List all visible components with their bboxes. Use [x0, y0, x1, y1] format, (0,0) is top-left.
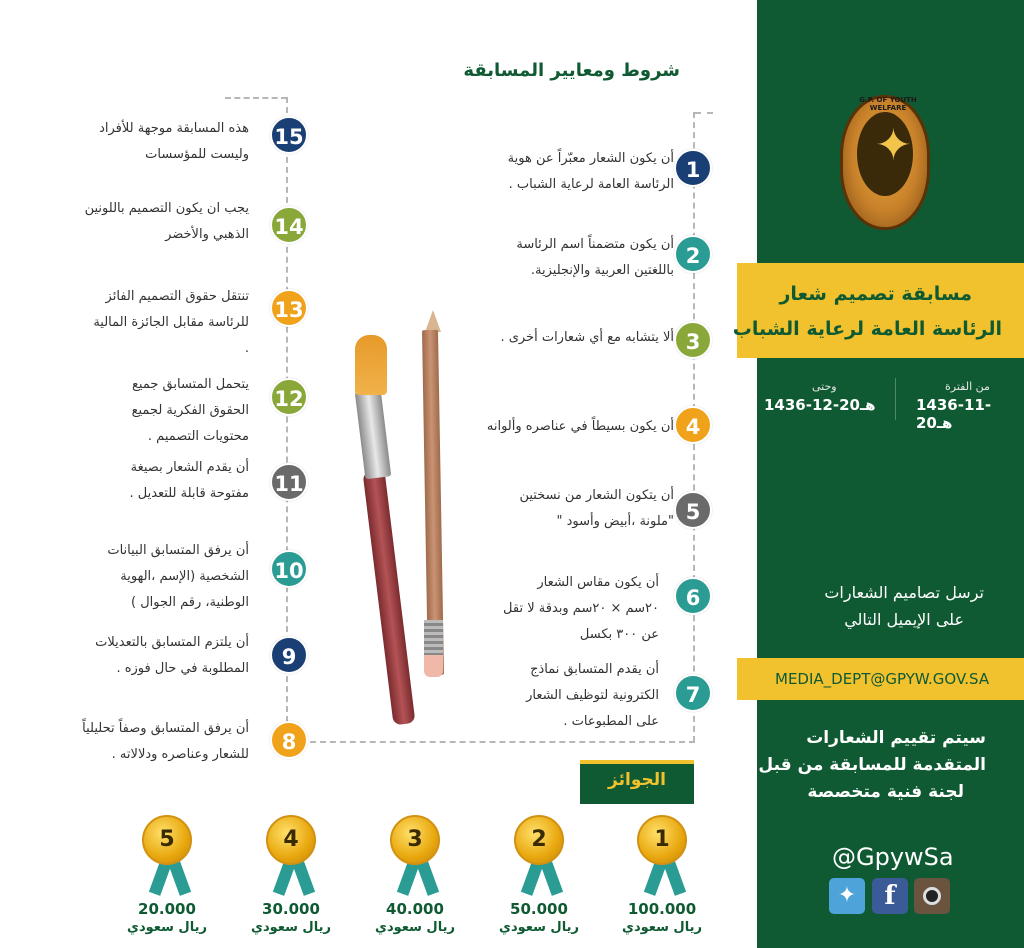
logo-emblem	[857, 112, 913, 196]
rule-number-6: 6	[674, 577, 712, 615]
prize-amount: 100.000	[627, 900, 697, 918]
organization-name: الرئاسة العامة لرعاية الشباب	[732, 318, 1002, 340]
frame-line	[695, 112, 713, 114]
pencil-eraser	[424, 655, 443, 677]
rule-number-8: 8	[270, 721, 308, 759]
medal-icon: 5	[142, 815, 192, 865]
rule-number-9: 9	[270, 636, 308, 674]
rule-text: أن يكون بسيطاً في عناصره وألوانه	[486, 419, 674, 434]
rule-number-7: 7	[674, 674, 712, 712]
frame-line	[225, 97, 287, 99]
rule-number-10: 10	[270, 550, 308, 588]
paintbrush-icon	[363, 470, 416, 726]
brush-bristles	[355, 335, 387, 395]
rule-text: هذه المسابقة موجهة للأفراد وليست للمؤسسات	[99, 121, 249, 162]
prize-currency: ريال سعودي	[251, 920, 331, 935]
send-instruction: ترسل تصاميم الشعارات	[824, 583, 984, 602]
rule-text: ألا يتشابه مع أي شعارات أخرى .	[500, 330, 674, 345]
pencil-ferrule	[424, 620, 443, 656]
rule-number-11: 11	[270, 463, 308, 501]
rule-number-2: 2	[674, 235, 712, 273]
prize-amount: 50.000	[510, 900, 568, 918]
rule-text: تنتقل حقوق التصميم الفائز للرئاسة مقابل الجائزة المالية .	[93, 289, 249, 356]
rule-text: أن يكون مقاس الشعار ٢٠سم × ٢٠سم وبدقة لا تقل عن ٣٠٠ بكسل	[503, 575, 659, 642]
social-handle[interactable]: @GpywSa	[832, 843, 954, 871]
rule-text: أن يقدم المتسابق نماذج الكترونية لتوظيف الشعار على المطبوعات .	[526, 662, 659, 729]
prize-amount: 30.000	[262, 900, 320, 918]
medal-icon: 4	[266, 815, 316, 865]
gpyw-logo	[840, 95, 930, 230]
facebook-icon[interactable]: f	[872, 878, 908, 914]
rule-number-12: 12	[270, 378, 308, 416]
medal-icon: 1	[637, 815, 687, 865]
prize-amount: 20.000	[138, 900, 196, 918]
prize-currency: ريال سعودي	[375, 920, 455, 935]
evaluation-text-1: سيتم تقييم الشعارات	[806, 728, 986, 748]
evaluation-text-2: المتقدمة للمسابقة من قبل	[758, 755, 986, 775]
to-date: 1436-12-20هـ	[764, 396, 876, 414]
prize-currency: ريال سعودي	[499, 920, 579, 935]
rule-text: أن يرفق المتسابق وصفاً تحليلياً للشعار وعناصره ودلالاته .	[82, 721, 249, 762]
email-link[interactable]: MEDIA_DEPT@GPYW.GOV.SA	[775, 670, 990, 688]
rule-text: أن يكون الشعار معبّراً عن هوية الرئاسة العامة لرعاية الشباب .	[507, 151, 674, 192]
title-banner	[737, 263, 1024, 358]
send-instruction-2: على الإيميل التالي	[844, 610, 964, 629]
page-title: شروط ومعايير المسابقة	[463, 60, 680, 81]
twitter-icon[interactable]: ✦	[829, 878, 865, 914]
rule-number-4: 4	[674, 406, 712, 444]
from-date: 1436-11-20هـ	[916, 396, 992, 432]
rule-number-15: 15	[270, 116, 308, 154]
rule-text: أن يلتزم المتسابق بالتعديلات المطلوبة في حال فوزه .	[95, 635, 249, 676]
rule-text: أن يتكون الشعار من نسختين "ملونة ،أبيض وأسود "	[519, 488, 674, 529]
brush-ferrule	[355, 389, 392, 480]
medal-icon: 3	[390, 815, 440, 865]
rule-number-13: 13	[270, 289, 308, 327]
rule-text: أن يكون متضمناً اسم الرئاسة باللغتين العربية والإنجليزية.	[516, 237, 674, 278]
rule-text: أن يقدم الشعار بصيغة مفتوحة قابلة للتعديل .	[129, 460, 249, 501]
rule-number-5: 5	[674, 491, 712, 529]
pencil-tip	[425, 310, 441, 332]
rule-text: يتحمل المتسابق جميع الحقوق الفكرية لجميع محتويات التصميم .	[131, 377, 249, 444]
rule-number-14: 14	[270, 206, 308, 244]
prizes-title: الجوائز	[608, 770, 666, 790]
medal-icon: 2	[514, 815, 564, 865]
prize-amount: 40.000	[386, 900, 444, 918]
evaluation-text-3: لجنة فنية متخصصة	[807, 782, 964, 802]
athlete-icon: ✦	[875, 120, 912, 171]
rule-text: أن يرفق المتسابق البيانات الشخصية (الإسم ،الهوية الوطنية، رقم الجوال )	[107, 543, 249, 610]
to-label: وحتى	[812, 380, 837, 393]
prize-currency: ريال سعودي	[127, 920, 207, 935]
camera-lens	[923, 887, 941, 905]
prize-currency: ريال سعودي	[622, 920, 702, 935]
rule-number-3: 3	[674, 321, 712, 359]
frame-line	[290, 741, 695, 743]
from-label: من الفترة	[945, 380, 990, 393]
date-divider	[895, 378, 896, 420]
rule-text: يجب ان يكون التصميم باللونين الذهبي والأخضر	[84, 201, 249, 242]
instagram-icon[interactable]	[914, 878, 950, 914]
rule-number-1: 1	[674, 149, 712, 187]
competition-title: مسابقة تصميم شعار	[779, 283, 972, 305]
logo-text: G.P. OF YOUTH WELFARE	[859, 96, 917, 112]
